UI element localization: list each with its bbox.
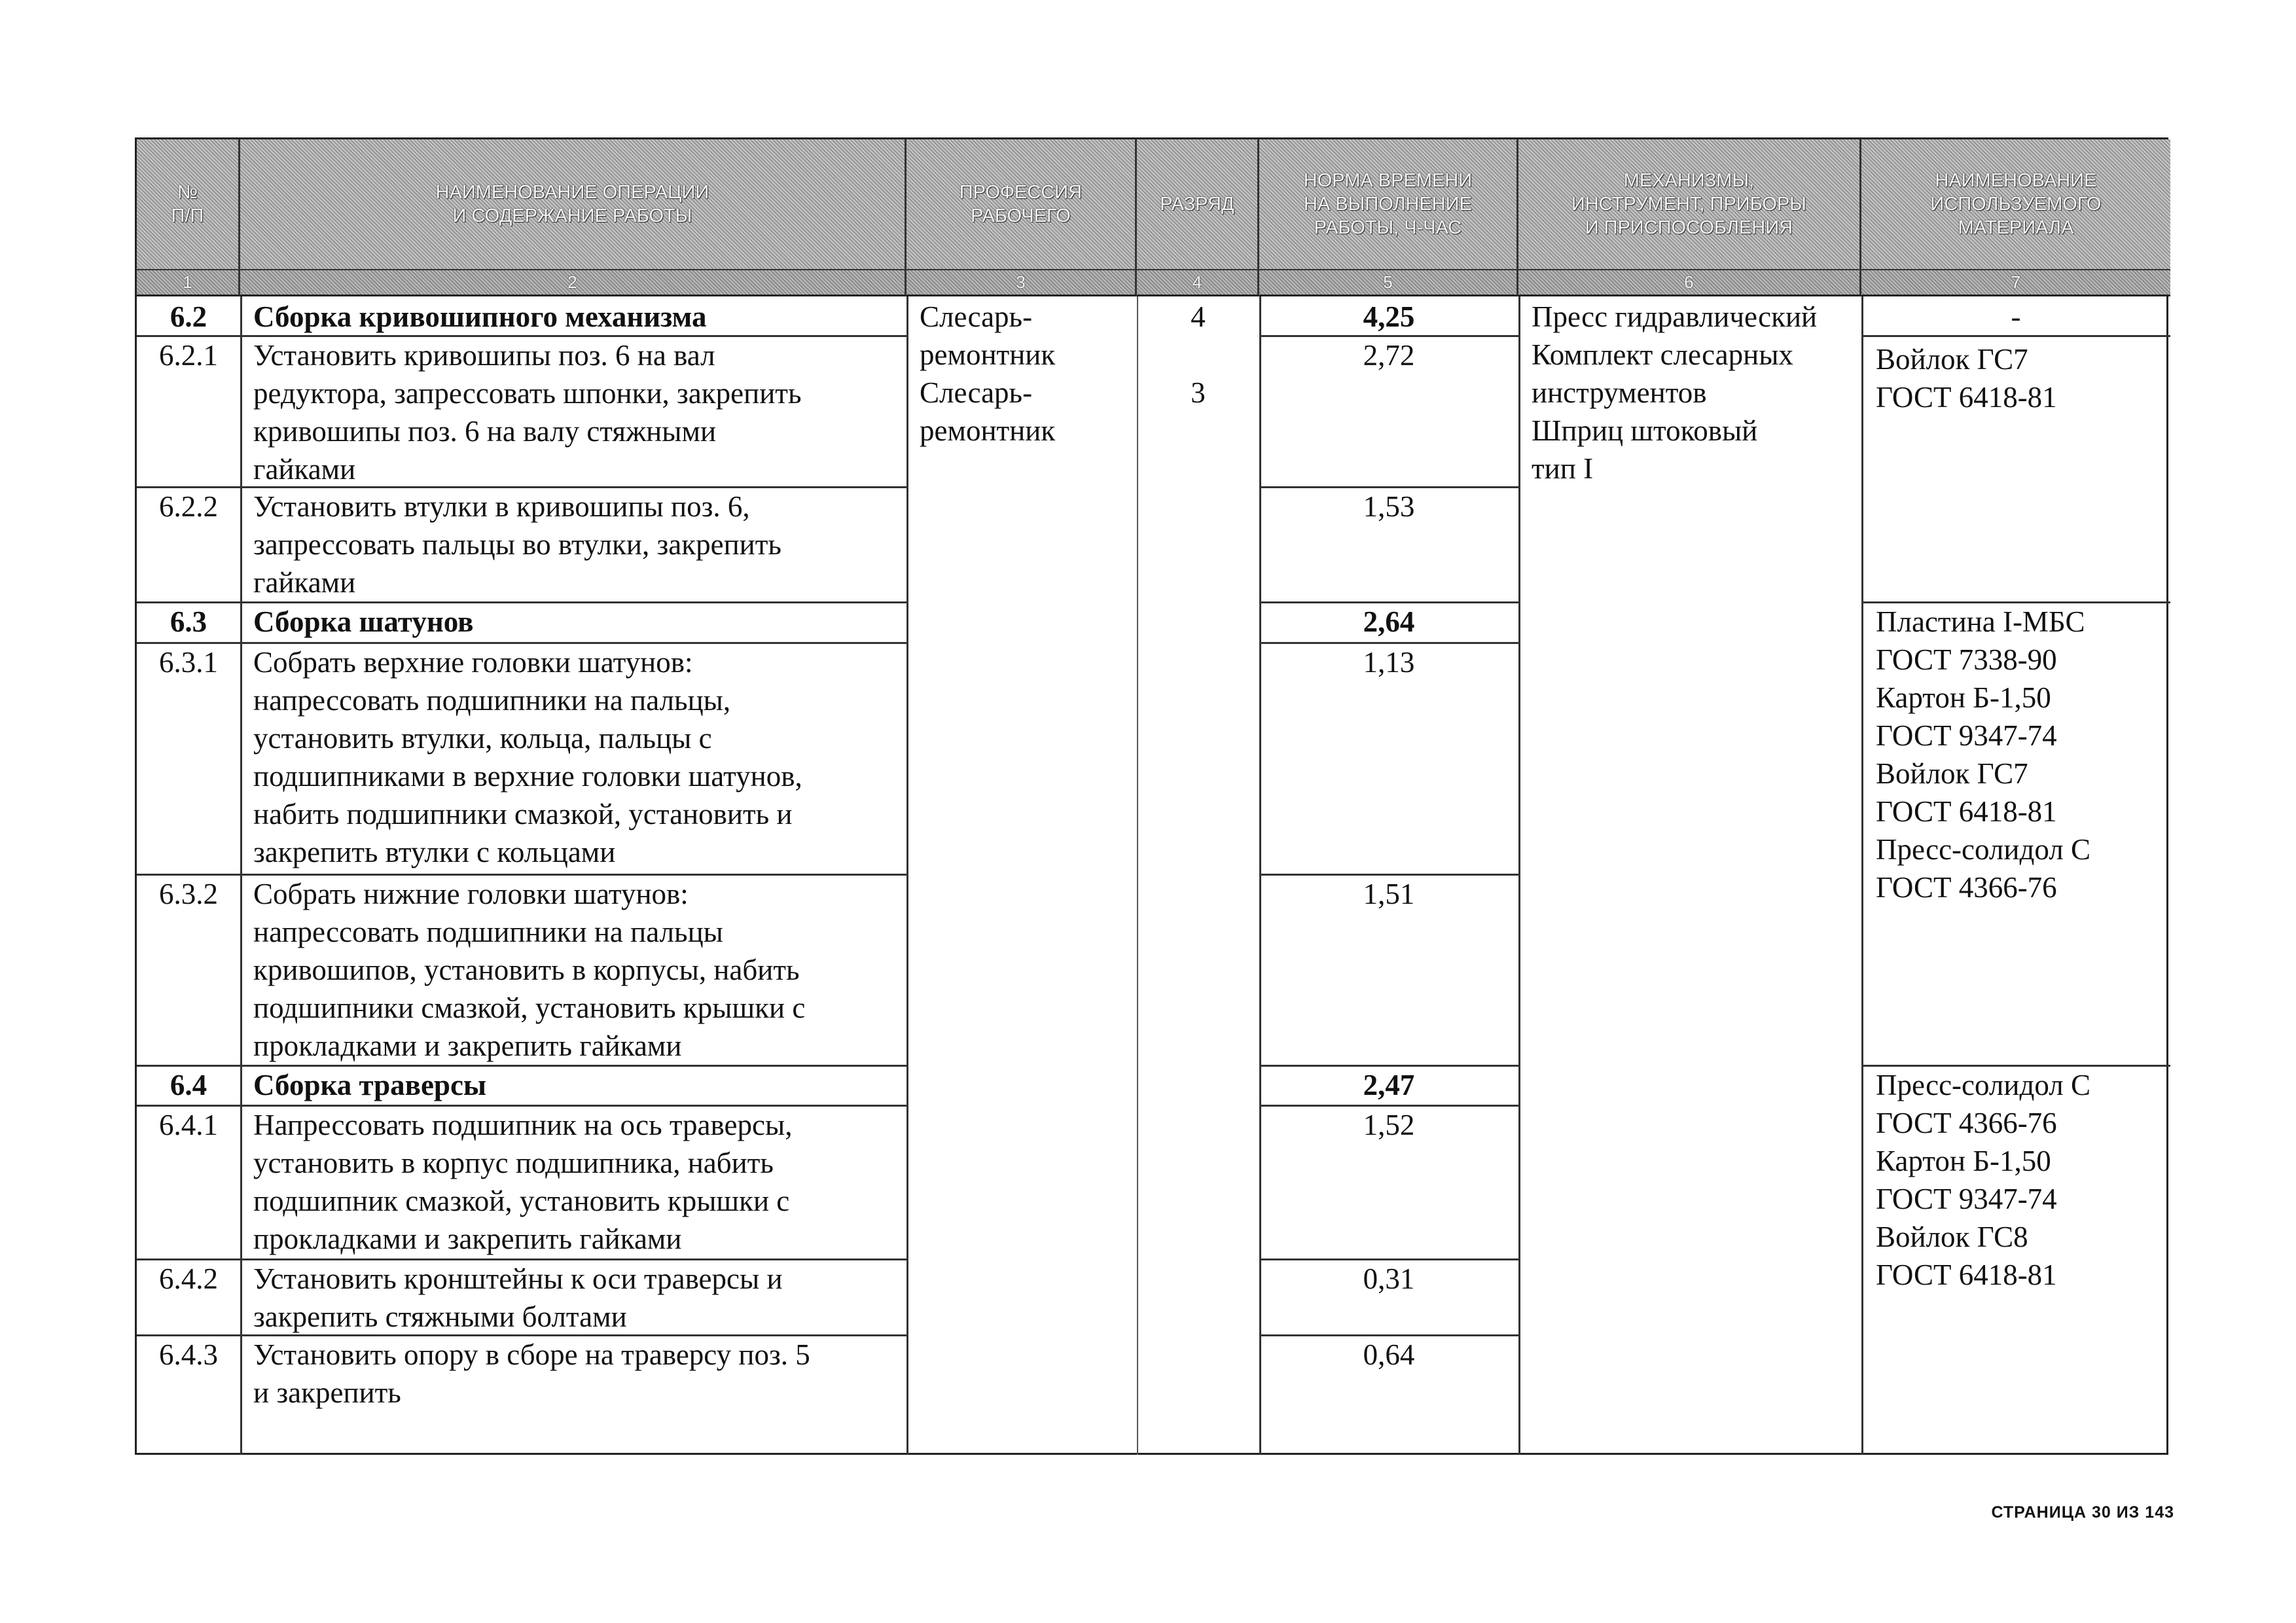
- header-col-number: № П/П: [137, 139, 240, 270]
- header-col-time-norm: НОРМА ВРЕМЕНИ НА ВЫПОЛНЕНИЕ РАБОТЫ, Ч-ЧАС: [1259, 139, 1518, 270]
- row-number: 6.4.3: [159, 1338, 218, 1371]
- operation-title: Сборка шатунов: [253, 605, 474, 638]
- operation-title: Сборка траверсы: [253, 1069, 487, 1101]
- header-col-materials: НАИМЕНОВАНИЕ ИСПОЛЬЗУЕМОГО МАТЕРИАЛА: [1861, 139, 2170, 270]
- tools-list: Пресс гидравлический Комплект слесарных инструментов Шприц штоковый тип I: [1532, 300, 1818, 485]
- time-norm: 4,25: [1363, 300, 1415, 333]
- materials-list: Пресс-солидол С ГОСТ 4366-76 Картон Б-1,50 ГОСТ 9347-74 Войлок ГС8 ГОСТ 6418-81: [1876, 1069, 2090, 1291]
- header-col-profession: ПРОФЕССИЯ РАБОЧЕГО: [906, 139, 1137, 270]
- row-number: 6.3: [170, 605, 207, 638]
- row-number: 6.2.1: [159, 339, 218, 372]
- time-norm: 0,31: [1363, 1262, 1415, 1295]
- time-norm: 2,72: [1363, 339, 1415, 372]
- operation-text: Собрать нижние головки шатунов: напрессовать подшипники на пальцы кривошипов, установить в корпусы, набить подшипники смазкой, установить крышки с прокладками и закрепить гайками: [253, 878, 806, 1062]
- header-col-grade: РАЗРЯД: [1137, 139, 1259, 270]
- materials-list: -: [2011, 300, 2021, 333]
- operation-text: Установить кронштейны к оси траверсы и закрепить стяжными болтами: [253, 1262, 783, 1333]
- time-norm: 1,13: [1363, 646, 1415, 679]
- row-number: 6.3.2: [159, 878, 218, 910]
- operation-text: Установить опору в сборе на траверсу поз. 5 и закрепить: [253, 1338, 810, 1409]
- worker-grade: 3: [1191, 376, 1206, 409]
- operation-text: Напрессовать подшипник на ось траверсы, установить в корпус подшипника, набить подшипник смазкой, установить крышки с прокладками и закрепить гайками: [253, 1109, 793, 1255]
- row-number: 6.4.2: [159, 1262, 218, 1295]
- worker-grade: 4: [1191, 300, 1206, 333]
- header-col-operation: НАИМЕНОВАНИЕ ОПЕРАЦИИ И СОДЕРЖАНИЕ РАБОТЫ: [240, 139, 906, 270]
- page-counter: СТРАНИЦА 30 ИЗ 143: [1991, 1503, 2174, 1522]
- time-norm: 0,64: [1363, 1338, 1415, 1371]
- row-number: 6.3.1: [159, 646, 218, 679]
- grid-line: [906, 296, 908, 1455]
- materials-list: Войлок ГС7 ГОСТ 6418-81: [1876, 343, 2057, 414]
- column-number: 6: [1518, 270, 1861, 296]
- time-norm: 1,51: [1363, 878, 1415, 910]
- time-norm: 2,47: [1363, 1069, 1415, 1101]
- work-norms-table: [135, 137, 2168, 1455]
- column-number: 5: [1259, 270, 1518, 296]
- row-number: 6.2.2: [159, 490, 218, 523]
- operation-title: Сборка кривошипного механизма: [253, 300, 707, 333]
- row-number: 6.4: [170, 1069, 207, 1101]
- column-number: 3: [906, 270, 1137, 296]
- column-number: 4: [1137, 270, 1259, 296]
- grid-line: [1137, 296, 1138, 1455]
- time-norm: 1,53: [1363, 490, 1415, 523]
- operation-text: Собрать верхние головки шатунов: напрессовать подшипники на пальцы, установить втулки, кольца, пальцы с подшипниками в верхние головки шатунов, набить подшипники смазкой, установить и закрепить втулки с кольцами: [253, 646, 802, 868]
- row-number: 6.4.1: [159, 1109, 218, 1141]
- operation-text: Установить кривошипы поз. 6 на вал редуктора, запрессовать шпонки, закрепить кривошипы поз. 6 на валу стяжными гайками: [253, 339, 802, 486]
- time-norm: 1,52: [1363, 1109, 1415, 1141]
- column-number: 1: [137, 270, 240, 296]
- row-number: 6.2: [170, 300, 207, 333]
- worker-profession: Слесарь- ремонтник Слесарь- ремонтник: [920, 300, 1056, 447]
- column-number: 7: [1861, 270, 2170, 296]
- materials-list: Пластина I-МБС ГОСТ 7338-90 Картон Б-1,50 ГОСТ 9347-74 Войлок ГС7 ГОСТ 6418-81 Пресс-солидол С ГОСТ 4366-76: [1876, 605, 2090, 904]
- column-number: 2: [240, 270, 906, 296]
- operation-text: Установить втулки в кривошипы поз. 6, запрессовать пальцы во втулки, закрепить гайками: [253, 490, 781, 599]
- time-norm: 2,64: [1363, 605, 1415, 638]
- header-col-tools: МЕХАНИЗМЫ, ИНСТРУМЕНТ, ПРИБОРЫ И ПРИСПОСОБЛЕНИЯ: [1518, 139, 1861, 270]
